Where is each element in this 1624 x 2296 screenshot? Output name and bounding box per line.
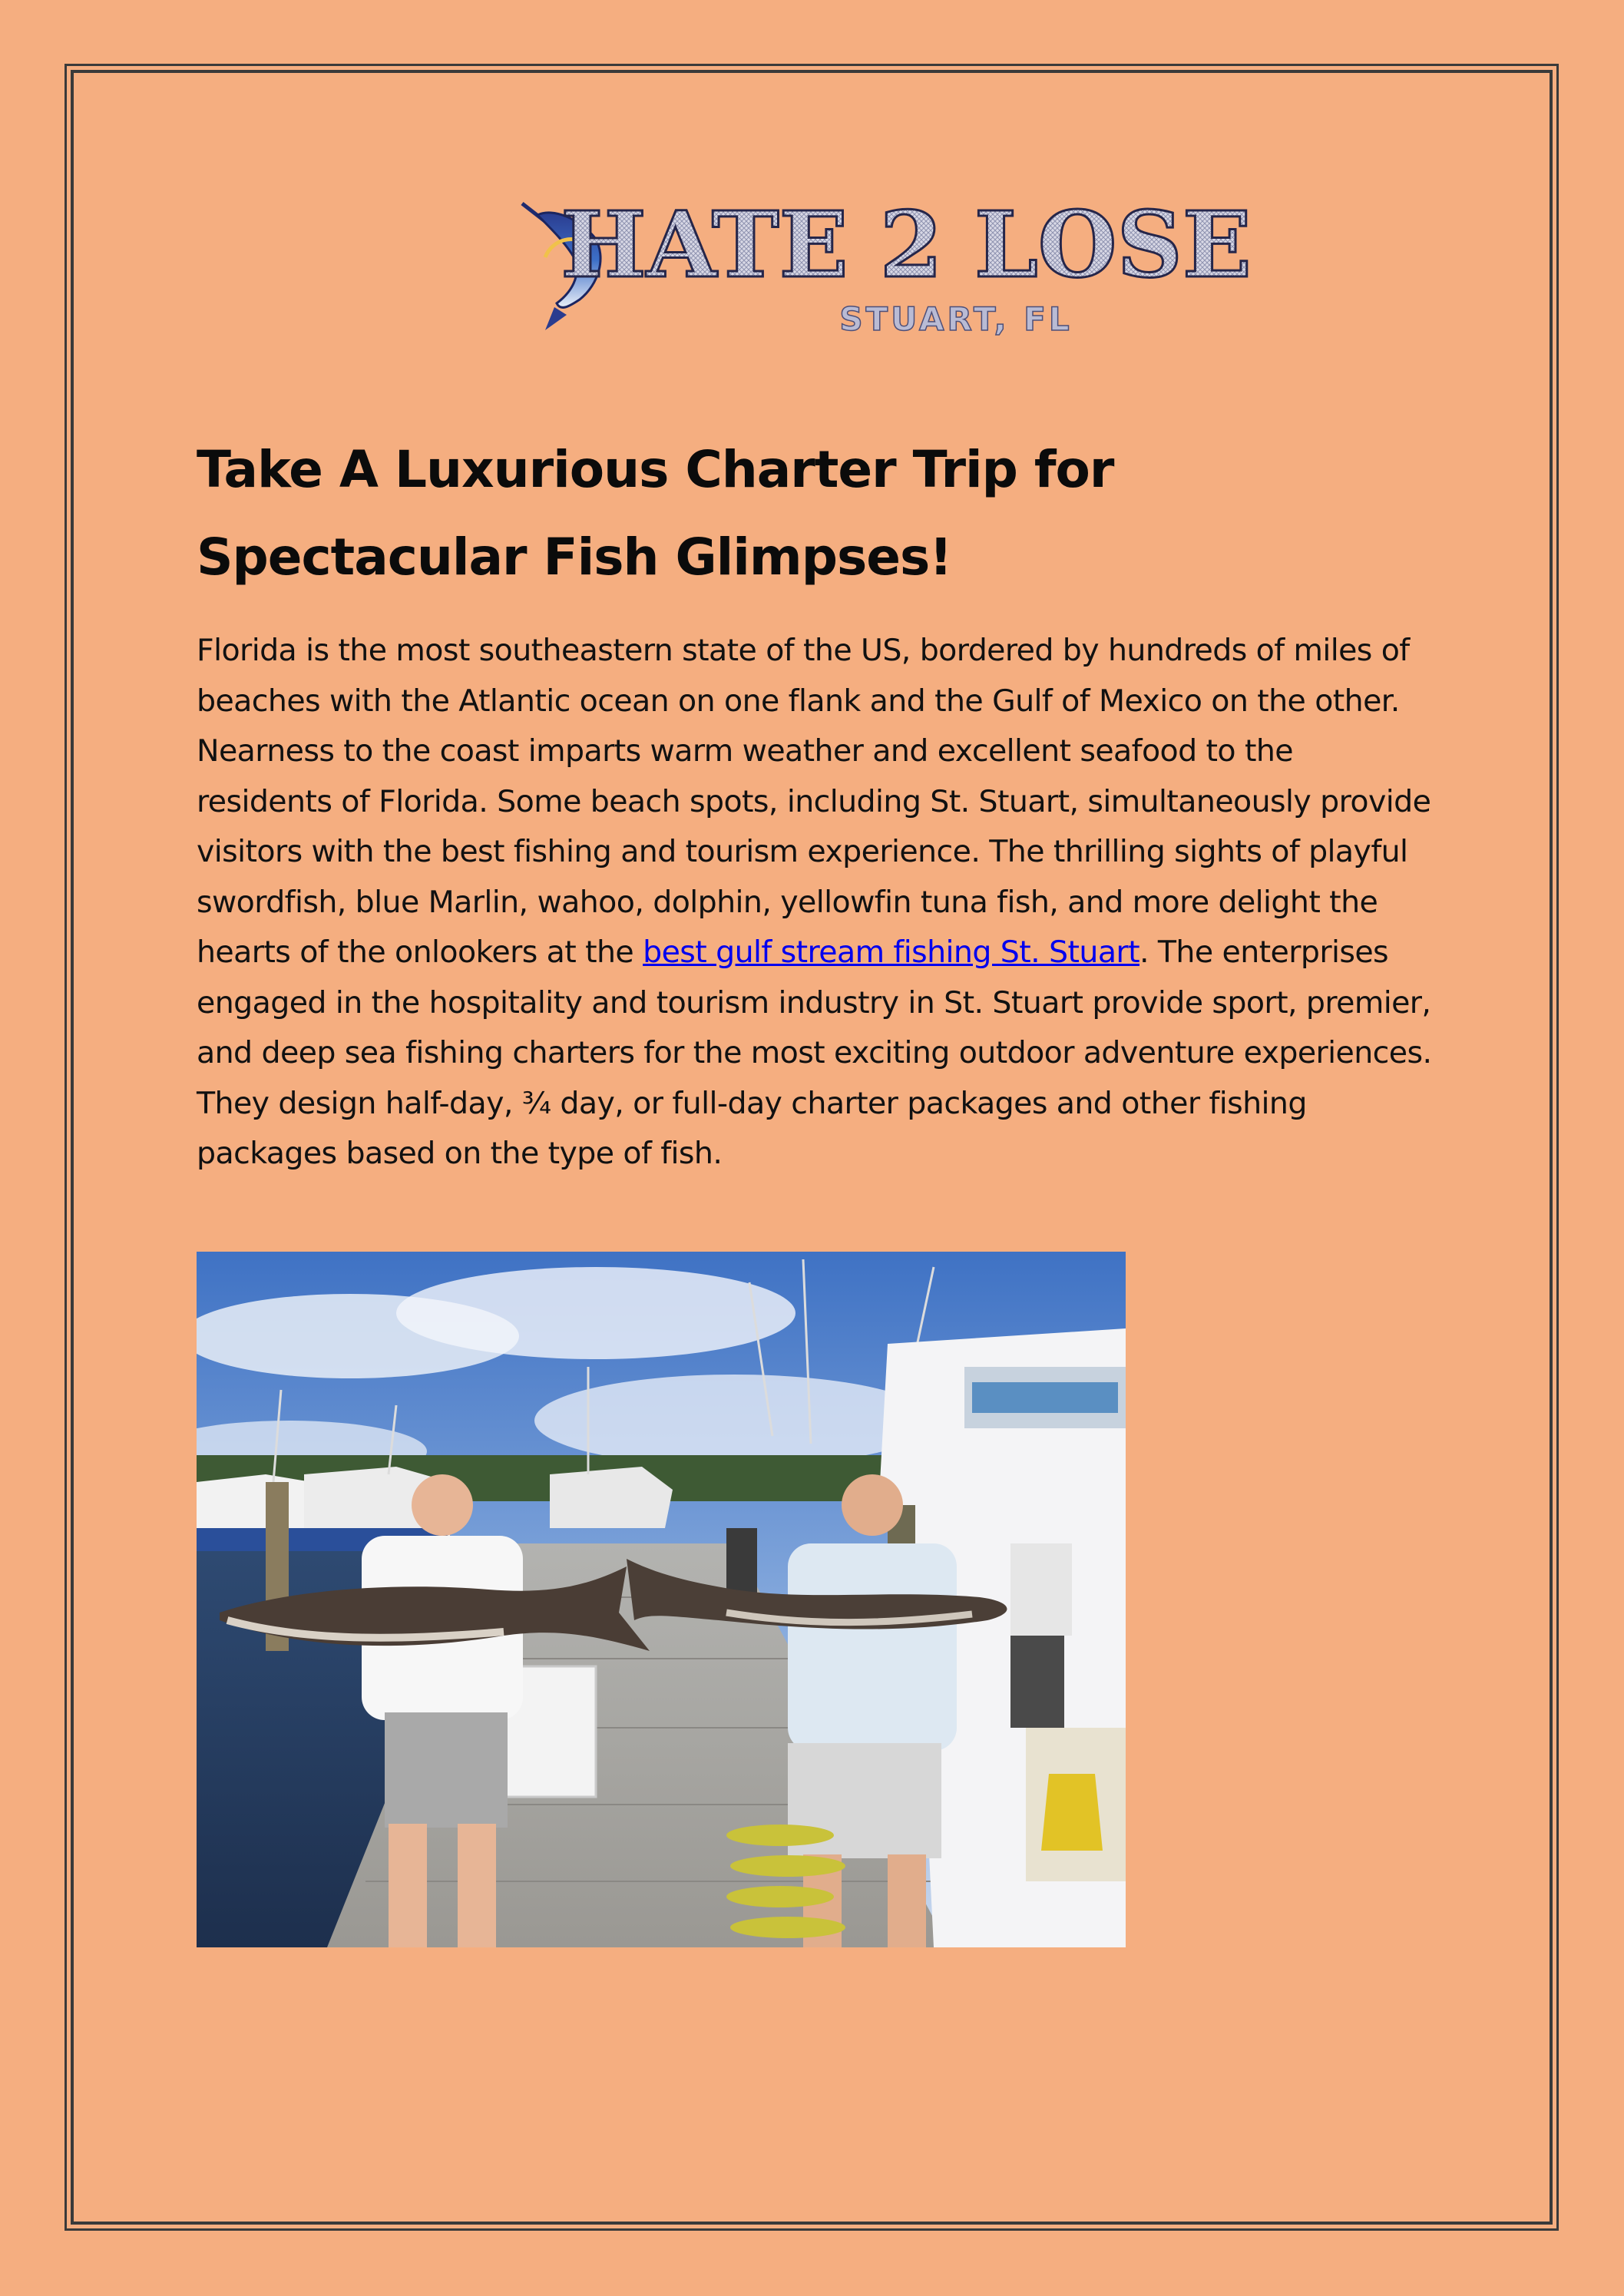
brand-location-text: STUART, FL: [839, 300, 1073, 338]
brand-logo: [507, 184, 1259, 346]
brand-logo-text-group: [561, 191, 1252, 338]
paragraph-text-before-link: Florida is the most southeastern state of the US, bordered by hundreds of miles of beaches with the Atlantic ocean on one flank and the Gulf of Mexico on the other. Nearness to the coast imparts warm weather and excellent seafood to the residents of Florida. Some beach spots, including St. Stuart, simultaneously provide visitors with the best fishing and tourism experience. The thrilling sights of playful swordfish, blue Marlin, wahoo, dolphin, yellowfin tuna fish, and more delight the hearts of the onlookers at the: [197, 633, 1431, 970]
article-title: Take A Luxurious Charter Trip for Spectacular Fish Glimpses!: [197, 440, 1114, 587]
article-paragraph: [197, 626, 1437, 1179]
fishing-charter-photo: [197, 1252, 1126, 1947]
paragraph-text-after-link: . The enterprises engaged in the hospitality and tourism industry in St. Stuart provide sport, premier, and deep sea fishing charters for the most exciting outdoor adventure experiences. They design half-day, ¾ day, or full-day charter packages and other fishing packages based on the type of fish.: [197, 935, 1432, 1171]
gulf-stream-fishing-link[interactable]: best gulf stream fishing St. Stuart: [643, 935, 1139, 970]
brand-logo-text: HATE 2 LOSE: [561, 191, 1252, 298]
